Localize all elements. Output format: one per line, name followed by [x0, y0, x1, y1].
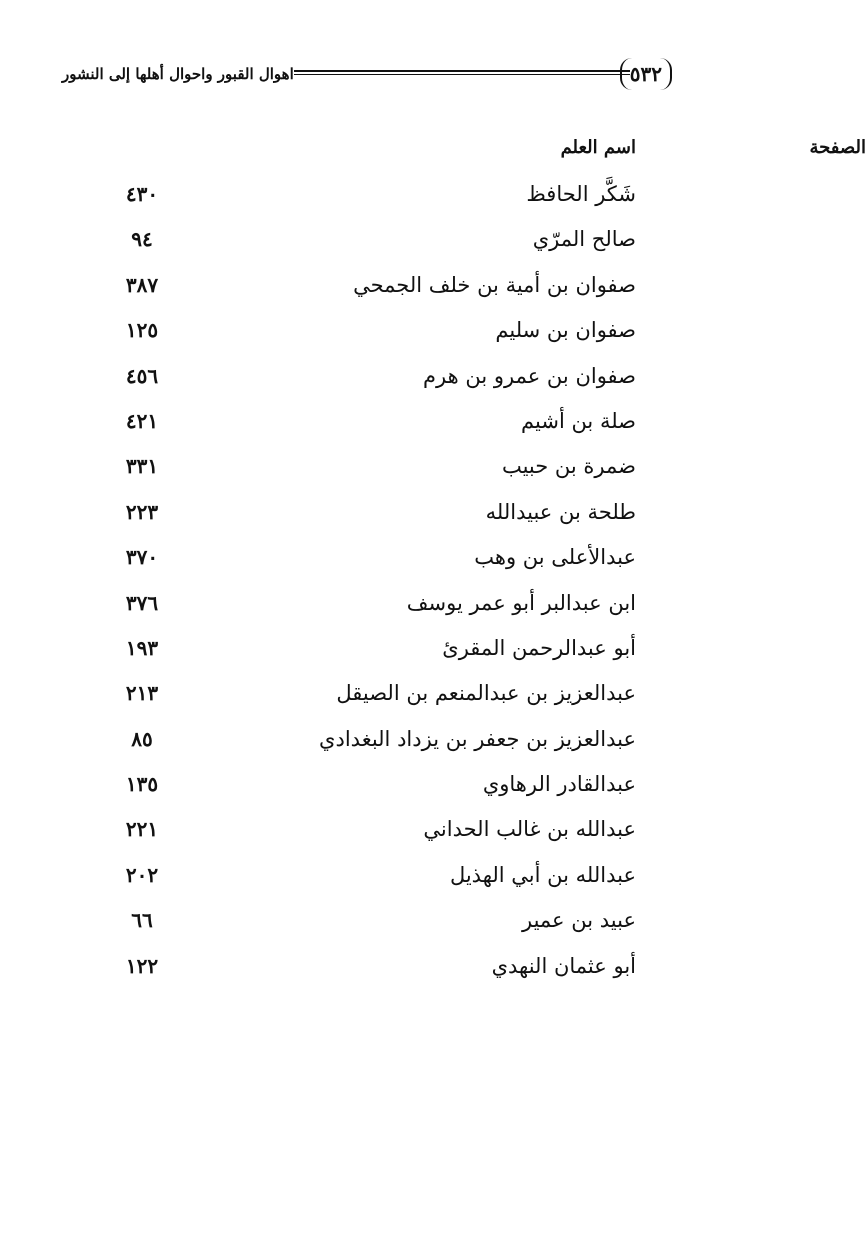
- entry-page: ٢٢١: [125, 817, 159, 842]
- index-row: [0, 675, 754, 720]
- running-title: اهوال القبور واحوال أهلها إلى النشور: [62, 65, 294, 83]
- page-column-heading: الصفحة: [809, 137, 866, 158]
- entry-name: ابن عبدالبر أبو عمر يوسف: [406, 590, 636, 615]
- index-row: [0, 312, 754, 357]
- page-header: [62, 58, 672, 94]
- index-row: [0, 403, 754, 448]
- entry-page: ٣٨٧: [125, 272, 159, 297]
- index-row: [0, 811, 754, 856]
- index-row: [0, 721, 754, 766]
- index-row: [0, 358, 754, 403]
- index-table: [0, 176, 754, 993]
- entry-name: عبيد بن عمير: [521, 908, 636, 933]
- entry-name: عبدالله بن غالب الحداني: [423, 817, 636, 842]
- entry-name: صلة بن أشيم: [521, 408, 636, 433]
- entry-page: ١٣٥: [125, 772, 159, 797]
- index-row: [0, 267, 754, 312]
- entry-name: صالح المرّي: [532, 227, 636, 252]
- index-row: [0, 902, 754, 947]
- index-row: [0, 766, 754, 811]
- entry-name: أبو عبدالرحمن المقرئ: [442, 635, 636, 660]
- entry-name: صفوان بن عمرو بن هرم: [423, 363, 636, 388]
- index-row: [0, 448, 754, 493]
- index-row: [0, 585, 754, 630]
- index-row: [0, 176, 754, 221]
- entry-name: عبدالعزيز بن عبدالمنعم بن الصيقل: [336, 681, 636, 706]
- entry-page: ٢١٣: [125, 681, 159, 706]
- entry-page: ٤٥٦: [125, 363, 159, 388]
- entry-name: عبدالله بن أبي الهذيل: [449, 862, 636, 887]
- entry-page: ٤٢١: [125, 408, 159, 433]
- index-row: [0, 494, 754, 539]
- entry-page: ٣٧٦: [125, 590, 159, 615]
- index-row: [0, 221, 754, 266]
- entry-page: ٤٣٠: [125, 182, 159, 206]
- entry-page: ٢٠٢: [125, 862, 159, 887]
- entry-page: ٣٧٠: [125, 545, 159, 570]
- entry-name: أبو عثمان النهدي: [491, 953, 636, 978]
- entry-name: صفوان بن أمية بن خلف الجمحي: [353, 272, 636, 297]
- index-row: [0, 630, 754, 675]
- entry-page: ٨٥: [131, 726, 153, 751]
- entry-page: ٦٦: [131, 908, 153, 933]
- index-row: [0, 539, 754, 584]
- entry-name: ضمرة بن حبيب: [501, 454, 636, 479]
- entry-name: عبدالعزيز بن جعفر بن يزداد البغدادي: [319, 726, 636, 751]
- entry-page: ٣٣١: [125, 454, 159, 479]
- entry-name: عبدالأعلى بن وهب: [474, 545, 636, 570]
- entry-name: صفوان بن سليم: [495, 318, 636, 343]
- entry-name: عبدالقادر الرهاوي: [482, 772, 636, 797]
- entry-page: ١٢٥: [125, 318, 159, 343]
- entry-name: طلحة بن عبيدالله: [485, 499, 636, 524]
- entry-page: ٩٤: [131, 227, 153, 252]
- name-column-heading: اسم العلم: [560, 137, 636, 158]
- entry-page: ١٢٢: [125, 953, 159, 978]
- entry-page: ٢٢٣: [125, 499, 159, 524]
- index-row: [0, 857, 754, 902]
- entry-name: شَكَّر الحافظ: [526, 182, 636, 206]
- header-rule: [294, 70, 630, 75]
- index-row: [0, 948, 754, 993]
- entry-page: ١٩٣: [125, 635, 159, 660]
- page-number: ٥٣٢: [620, 58, 672, 90]
